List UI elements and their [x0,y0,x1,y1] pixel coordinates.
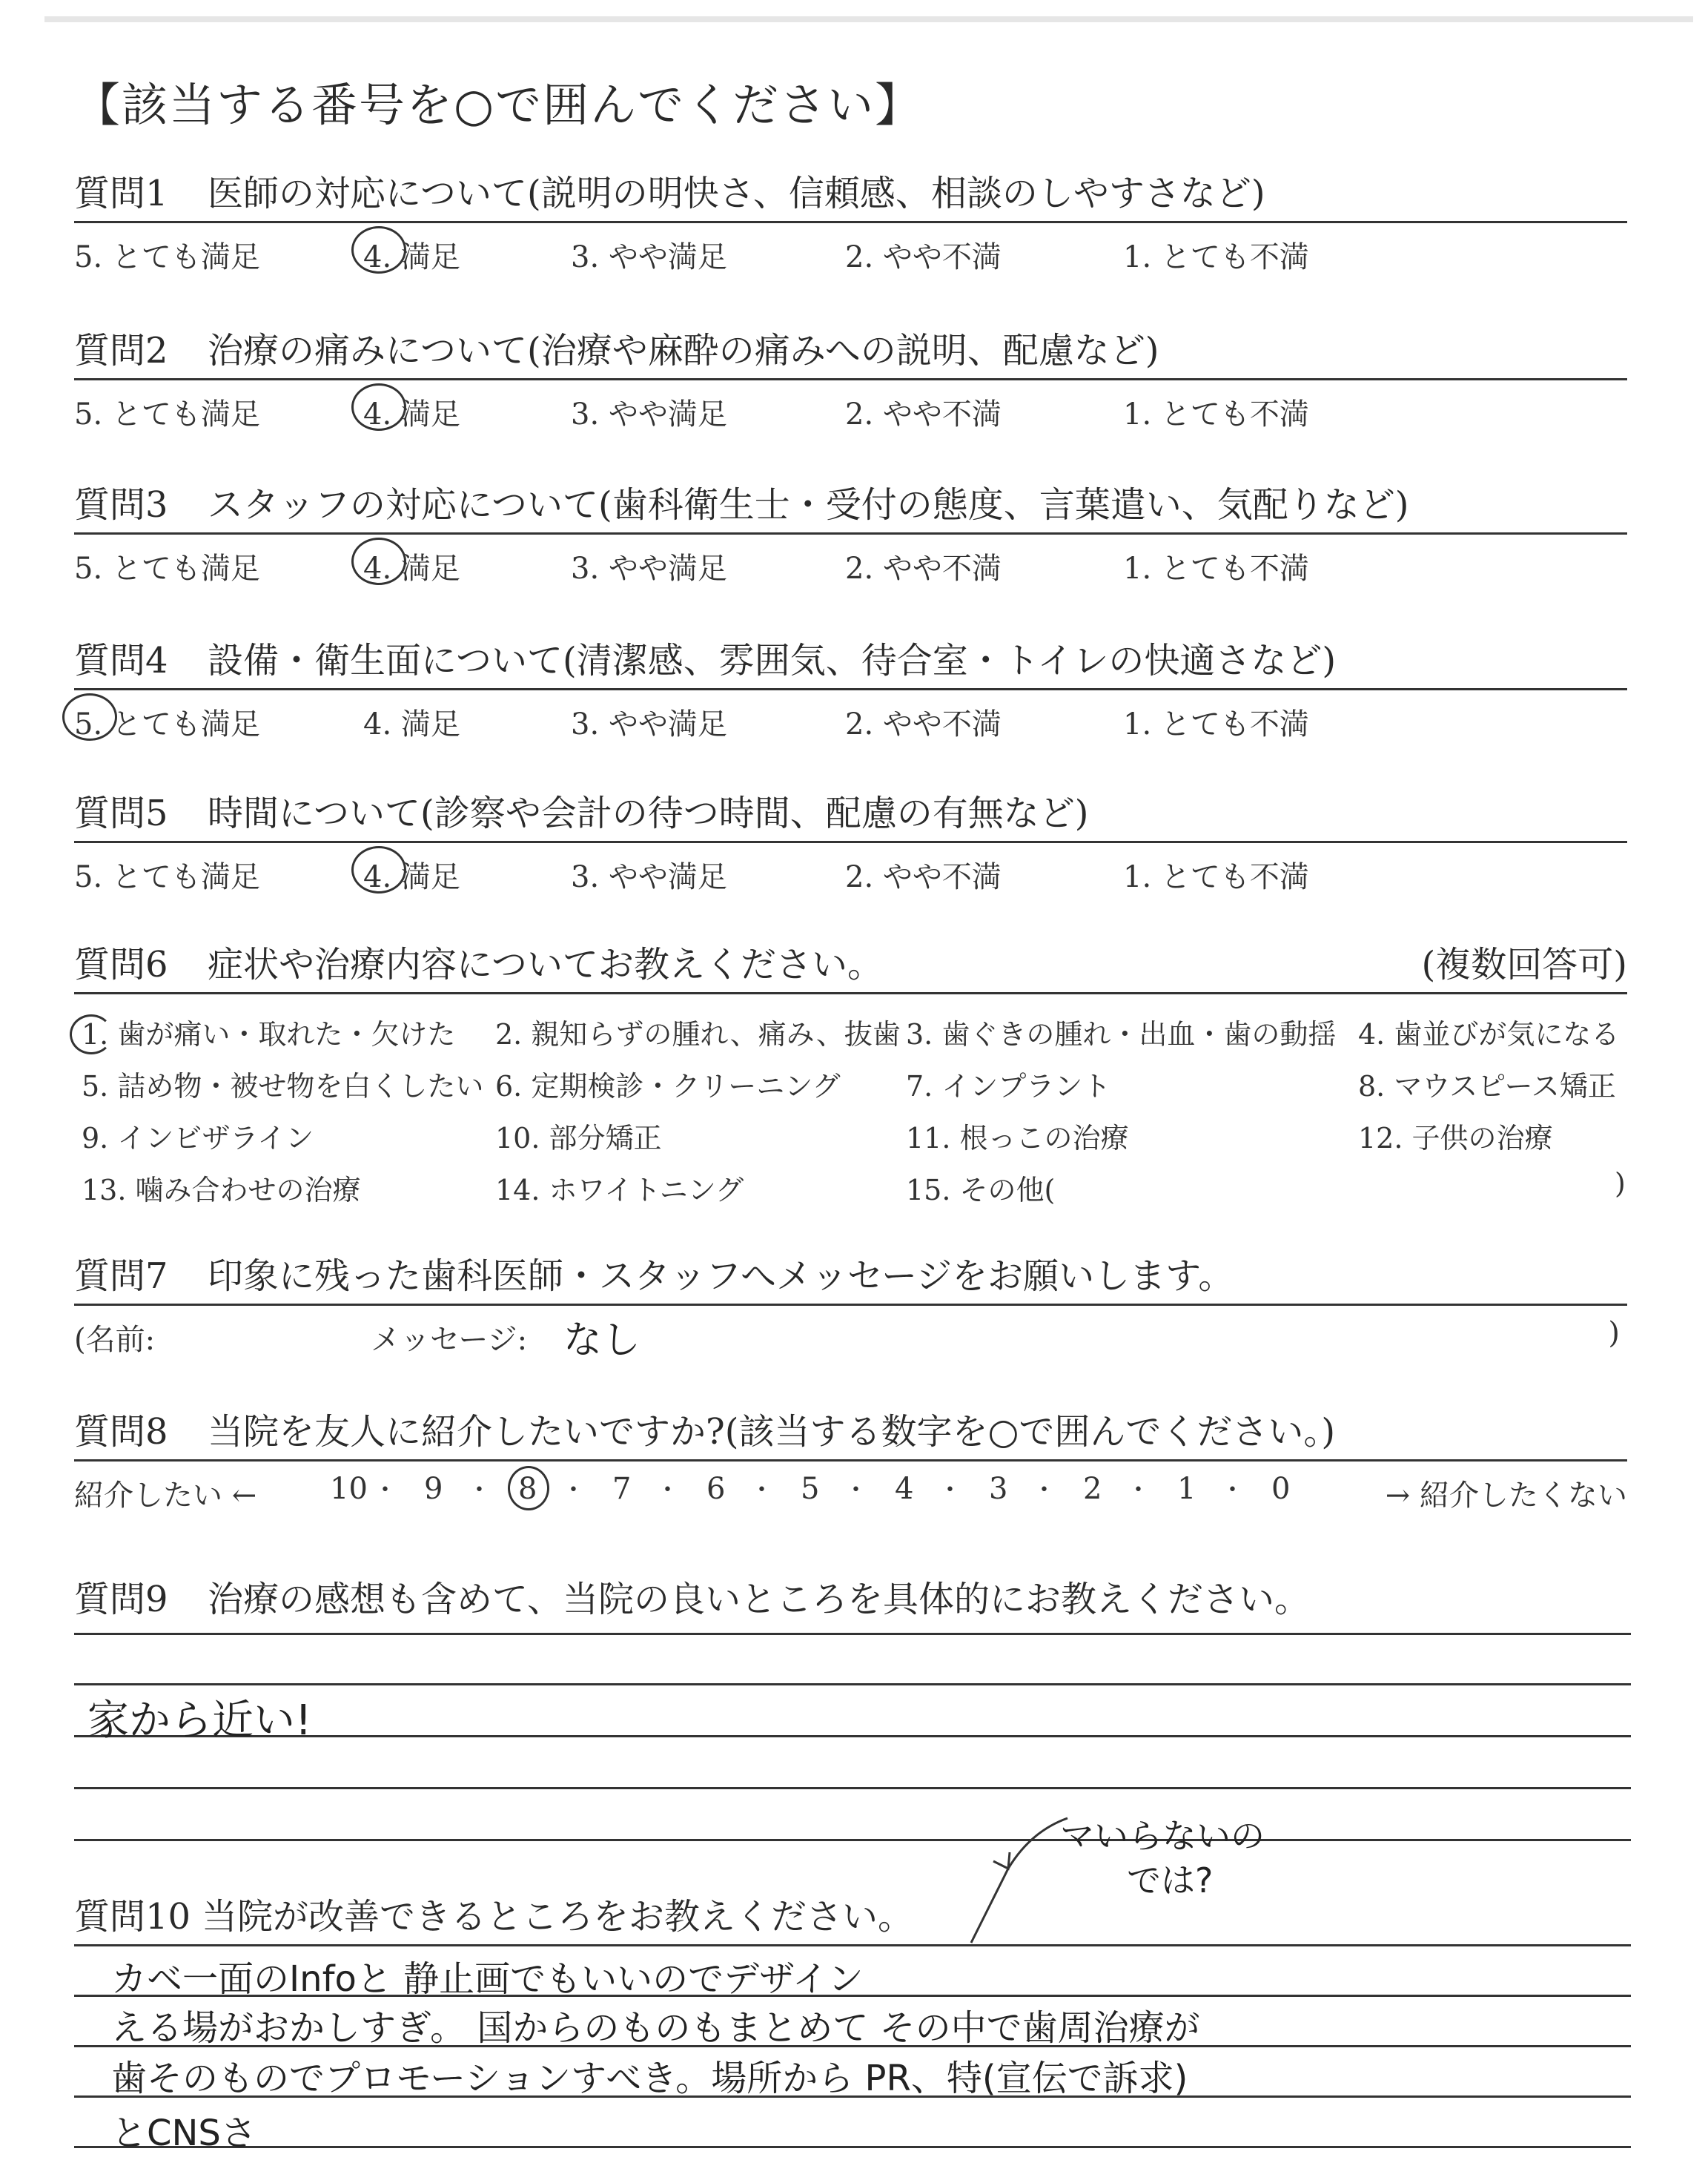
symptom-option[interactable]: 15. その他( [906,1174,1056,1206]
symptom-option[interactable]: 10. 部分矯正 [495,1122,662,1155]
question-text: 医師の対応について(説明の明快さ、信頼感、相談のしやすさなど) [208,173,1265,214]
question-number: 質問4 [74,640,168,681]
rating-option[interactable]: 5. とても満足 [74,707,260,742]
question-text: 時間について(診察や会計の待つ時間、配慮の有無など) [208,793,1089,834]
selection-circle [70,1014,113,1054]
scale-separator: • [380,1481,390,1499]
question-rule [74,992,1627,994]
handwritten-arrow [964,1809,1075,1950]
question-6 [74,940,1627,994]
question-text: 症状や治療内容についてお教えください。 [208,944,884,985]
rating-option[interactable]: 3. やや満足 [571,552,727,586]
rating-options [74,690,1627,742]
question-number: 質問7 [74,1255,168,1297]
rating-option[interactable]: 1. とても不満 [1123,552,1309,586]
question-10 [74,1892,1627,1941]
scale-separator: • [474,1481,484,1499]
symptom-option[interactable]: 2. 親知らずの腫れ、痛み、抜歯 [495,1018,901,1051]
question-2 [74,326,1627,432]
rating-option[interactable]: 5. とても満足 [74,552,260,586]
scale-number[interactable]: 7 [612,1472,632,1506]
question-text: 治療の感想も含めて、当院の良いところを具体的にお教えください。 [208,1579,1311,1620]
rating-option[interactable]: 1. とても不満 [1123,860,1309,894]
question-3 [74,480,1627,586]
symptom-option[interactable]: 11. 根っこの治療 [906,1122,1129,1155]
rating-option[interactable]: 3. やや満足 [571,860,727,894]
question-number: 質問3 [74,484,168,526]
message-label: メッセージ: [371,1323,528,1357]
close-paren: ) [1608,1316,1620,1350]
selection-circle [351,383,406,431]
answer-line [74,1787,1631,1789]
rating-option[interactable]: 1. とても不満 [1123,240,1309,274]
rating-option[interactable]: 5. とても満足 [74,860,260,894]
handwritten-answer-line: 歯そのものでプロモーションすべき。場所から PR、特(宣伝で訴求) [111,2058,1188,2099]
rating-option[interactable]: 4. 満足 [363,552,460,586]
symptom-option[interactable]: 6. 定期検診・クリーニング [495,1070,841,1103]
answer-line [74,2146,1631,2148]
question-8 [74,1407,1627,1513]
question-number: 質問1 [74,173,168,214]
answer-line [74,1944,1631,1946]
scale-number[interactable]: 10 [330,1472,368,1506]
rating-option[interactable]: 5. とても満足 [74,397,260,432]
rating-option[interactable]: 2. やや不満 [845,707,1002,742]
question-7-heading [74,1252,1627,1301]
question-8-heading [74,1407,1627,1456]
selection-circle [62,693,117,741]
scale-number[interactable]: 1 [1177,1472,1196,1506]
rating-option[interactable]: 3. やや満足 [571,240,727,274]
question-4-heading [74,636,1627,685]
question-5-heading [74,789,1627,838]
question-number: 質問5 [74,793,168,834]
question-10-heading [74,1892,1627,1941]
question-text: 設備・衛生面について(清潔感、雰囲気、待合室・トイレの快適さなど) [208,640,1337,681]
selection-circle [351,226,406,274]
scale-separator: • [757,1481,767,1499]
rating-option[interactable]: 4. 満足 [363,707,460,742]
scale-number[interactable]: 6 [706,1472,726,1506]
rating-options [74,843,1627,894]
question-1-heading [74,169,1627,218]
rating-option[interactable]: 4. 満足 [363,240,460,274]
question-number: 質問9 [74,1579,168,1620]
scale-separator: • [1133,1481,1143,1499]
rating-options [74,223,1627,274]
scale-number[interactable]: 0 [1271,1472,1291,1506]
symptom-option[interactable]: 9. インビザライン [82,1122,314,1155]
scale-right-label: → 紹介したくない [1385,1479,1627,1513]
page-title: 【該当する番号を○で囲んでください】 [74,78,923,132]
question-number: 質問10 [74,1896,191,1938]
symptom-option[interactable]: 12. 子供の治療 [1358,1122,1553,1155]
scale-number[interactable]: 8 [518,1472,537,1506]
question-1 [74,169,1627,274]
rating-options [74,535,1627,586]
selection-circle [508,1466,549,1510]
question-5 [74,789,1627,894]
rating-option[interactable]: 3. やや満足 [571,397,727,432]
symptom-option[interactable]: 13. 噛み合わせの治療 [82,1174,361,1206]
answer-line [74,1683,1631,1685]
selection-circle [351,846,406,894]
scale-number[interactable]: 4 [895,1472,914,1506]
question-9-heading [74,1575,1627,1624]
handwritten-message: なし [563,1318,641,1363]
question-number: 質問2 [74,330,168,371]
rating-option[interactable]: 4. 満足 [363,397,460,432]
question-text: 当院を友人に紹介したいですか?(該当する数字を○で囲んでください。) [208,1411,1336,1453]
rating-options [74,380,1627,432]
message-row [74,1306,1627,1363]
scan-top-edge [44,16,1693,22]
question-text: 印象に残った歯科医師・スタッフへメッセージをお願いします。 [208,1255,1234,1297]
scale-number[interactable]: 2 [1083,1472,1102,1506]
scale-separator: • [1039,1481,1049,1499]
recommend-scale [74,1462,1627,1513]
rating-option[interactable]: 2. やや不満 [845,552,1002,586]
question-number: 質問6 [74,944,168,985]
question-7 [74,1252,1627,1363]
rating-option[interactable]: 1. とても不満 [1123,397,1309,432]
answer-line [74,1839,1631,1841]
other-close-paren: ) [1615,1167,1626,1200]
scale-separator: • [663,1481,672,1499]
handwritten-answer-line: える場がおかしすぎ。 国からのものもまとめて その中で歯周治療が [111,2007,1200,2049]
rating-option[interactable]: 5. とても満足 [74,240,260,274]
symptom-option[interactable]: 8. マウスピース矯正 [1358,1070,1616,1103]
rating-option[interactable]: 2. やや不満 [845,397,1002,432]
rating-option[interactable]: 4. 満足 [363,860,460,894]
symptom-option[interactable]: 14. ホワイトニング [495,1174,744,1206]
name-label: (名前: [74,1323,156,1357]
question-9 [74,1575,1627,1624]
rating-option[interactable]: 3. やや満足 [571,707,727,742]
scale-separator: • [945,1481,955,1499]
scale-separator: • [1228,1481,1237,1499]
handwritten-answer-q9: 家から近い! [87,1697,312,1745]
multiple-answer-note: (複数回答可) [1421,944,1627,985]
question-text: 当院が改善できるところをお教えください。 [202,1896,914,1938]
symptom-option[interactable]: 4. 歯並びが気になる [1358,1018,1620,1051]
handwritten-answer-line: カベ一面のInfoと 静止画でもいいのでデザイン [111,1958,864,2000]
rating-option[interactable]: 2. やや不満 [845,860,1002,894]
question-number: 質問8 [74,1411,168,1453]
question-2-heading [74,326,1627,375]
scale-separator: • [569,1481,578,1499]
handwritten-answer-line: とCNSさ [111,2113,256,2154]
handwritten-side-note: では? [1127,1860,1214,1900]
symptom-option[interactable]: 1. 歯が痛い・取れた・欠けた [82,1018,456,1051]
symptom-option[interactable]: 3. 歯ぐきの腫れ・出血・歯の動揺 [906,1018,1337,1051]
question-6-heading [74,940,1627,989]
scale-separator: • [851,1481,861,1499]
question-text: スタッフの対応について(歯科衛生士・受付の態度、言葉遣い、気配りなど) [208,484,1409,526]
question-4 [74,636,1627,742]
question-3-heading [74,480,1627,529]
symptom-option[interactable]: 7. インプラント [906,1070,1111,1103]
answer-line [74,1633,1631,1635]
question-text: 治療の痛みについて(治療や麻酔の痛みへの説明、配慮など) [208,330,1159,371]
symptom-option[interactable]: 5. 詰め物・被せ物を白くしたい [82,1070,484,1103]
selection-circle [351,538,406,585]
scale-left-label: 紹介したい ← [74,1479,257,1513]
scale-number[interactable]: 9 [424,1472,443,1506]
rating-option[interactable]: 2. やや不満 [845,240,1002,274]
rating-option[interactable]: 1. とても不満 [1123,707,1309,742]
scale-number[interactable]: 3 [989,1472,1008,1506]
scale-number[interactable]: 5 [801,1472,820,1506]
handwritten-side-note: マいらないの [1060,1816,1265,1856]
